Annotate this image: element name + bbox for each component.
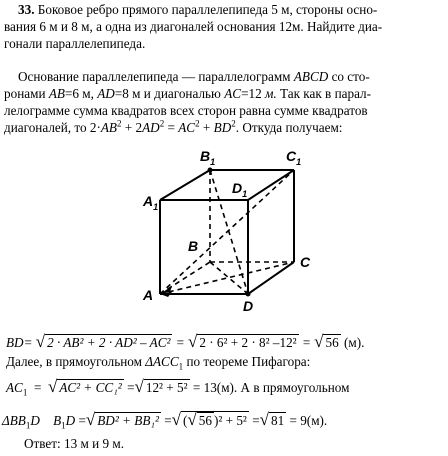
triangle-label: ΔBB	[2, 413, 26, 428]
formula-text: по теореме Пифагора:	[186, 354, 311, 369]
answer-line: Ответ: 13 м и 9 м.	[24, 436, 125, 451]
radical-sign: √	[85, 410, 96, 429]
power: 2	[159, 118, 165, 129]
radicand: 2 · AB² + 2 · AD² – AC²	[47, 335, 171, 350]
solution-text: =8 м и диагональю	[114, 86, 221, 101]
edge-a1-b1	[160, 170, 210, 200]
solution-text: со сто-	[331, 69, 370, 84]
formula-b1d: $\Delta BB_1D$ $B_1D$ =√ BD² + BB₁² =√ (√ 56 )² + 5² =√ 81 = 9(м).	[2, 410, 328, 431]
power: 2	[195, 118, 200, 129]
radicand: 56	[325, 335, 339, 350]
formula-text: =	[175, 335, 185, 350]
radicand: 81	[270, 413, 285, 428]
problem-text-2: вания 6 м и 8 м, а одна из диагоналей основания 12м. Найдите диа-	[4, 19, 383, 34]
abcd-label: ABCD	[293, 69, 329, 84]
radical-sign: √	[187, 410, 197, 429]
formula-text: =	[127, 380, 135, 395]
solution-text: =12	[241, 86, 262, 101]
radicand: BD² + BB₁²	[97, 413, 159, 428]
ac-label: AC	[224, 86, 242, 101]
radicand: 12² + 5²	[145, 380, 188, 395]
solution-text: ронами	[4, 86, 46, 101]
solution-text: Основание параллелепипеда — параллелограмм	[18, 69, 291, 84]
bd-label: BD	[213, 120, 232, 135]
radicand: (√ 56 )² + 5²	[183, 410, 247, 429]
radicand-inner: 56	[198, 413, 212, 428]
vertex-d	[246, 292, 251, 297]
diagonal-a-c	[160, 262, 294, 294]
vertex-label-b1: $B_1$	[200, 148, 216, 167]
vertex-b1	[208, 168, 213, 173]
formula-text: =	[301, 335, 311, 350]
formula-text: =	[33, 380, 42, 395]
formula-text: AC	[6, 380, 23, 395]
solution-text: + 2	[124, 120, 143, 135]
edge-d1-c1	[248, 170, 294, 200]
formula-text: =	[164, 413, 172, 428]
formula-text: D	[65, 413, 76, 428]
vertex-label-a: A	[143, 287, 154, 303]
formula-bd	[6, 334, 364, 351]
radical-sign: √	[314, 332, 324, 351]
problem-number: 33.	[18, 2, 35, 17]
power: 2	[231, 118, 236, 129]
ad-label: AD	[142, 120, 160, 135]
radical-sign: √	[171, 410, 182, 429]
vertex-label-d: D	[243, 298, 254, 314]
ac-label: AC	[178, 120, 196, 135]
problem-text-1: Боковое ребро прямого параллелепипеда 5 м, стороны осно-	[37, 2, 378, 17]
radical-sign: √	[134, 377, 144, 396]
solution-text: . Откуда получаем:	[235, 120, 343, 135]
ab-label: AB	[48, 86, 65, 101]
vertex-label-c1: $C_1$	[286, 148, 302, 167]
edge-d-c	[248, 262, 294, 294]
radical-sign: √	[47, 377, 58, 396]
radical-sign: √	[187, 332, 198, 351]
formula-text: = 9(м).	[289, 413, 328, 428]
further-line: Далее, в прямоугольном $\Delta ACC_1$ по теореме Пифагора:	[6, 354, 311, 372]
power: 2	[117, 118, 122, 129]
radicand: 2 · 6² + 2 · 8² –12²	[199, 335, 297, 350]
vertex-label-c: C	[300, 254, 311, 270]
solution-text: =	[167, 120, 175, 135]
solution-text: диагоналей, то 2·	[4, 120, 101, 135]
solution-text: +	[202, 120, 211, 135]
vertex-label-d1: $D_1$	[232, 180, 248, 199]
solution-text: Так как в парал-	[280, 86, 372, 101]
triangle-label: ΔACC	[145, 354, 179, 369]
formula-text: =	[252, 413, 260, 428]
radical-sign: √	[259, 410, 269, 429]
formula-text: =	[78, 413, 86, 428]
ad-label: AD	[97, 86, 115, 101]
vertex-label-b: B	[188, 238, 199, 254]
formula-text: B	[53, 413, 62, 428]
formula-text: = 13(м). А в прямоугольном	[192, 380, 350, 395]
formula-text: Далее, в прямоугольном	[6, 354, 142, 369]
vertex-label-a1: $A_1$	[143, 193, 159, 212]
problem-text-3: гонали параллелепипеда.	[4, 36, 146, 51]
ab-label: AB	[100, 120, 117, 135]
formula-text: D	[30, 413, 40, 428]
formula-text: BD=	[6, 335, 33, 350]
radical-sign: √	[35, 332, 46, 351]
solution-text: =6 м,	[64, 86, 94, 101]
unit-label: м.	[264, 86, 277, 101]
formula-ac1: $AC_1$ = √ AC² + CC₁² =√ 12² + 5² = 13(м). А в прямоугольном	[6, 377, 350, 398]
solution-line-3: лелограмме сумма квадратов всех сторон равна сумме квадратов	[4, 103, 368, 118]
formula-text: (м).	[343, 335, 365, 350]
radicand: AC² + CC₁²	[59, 380, 122, 395]
